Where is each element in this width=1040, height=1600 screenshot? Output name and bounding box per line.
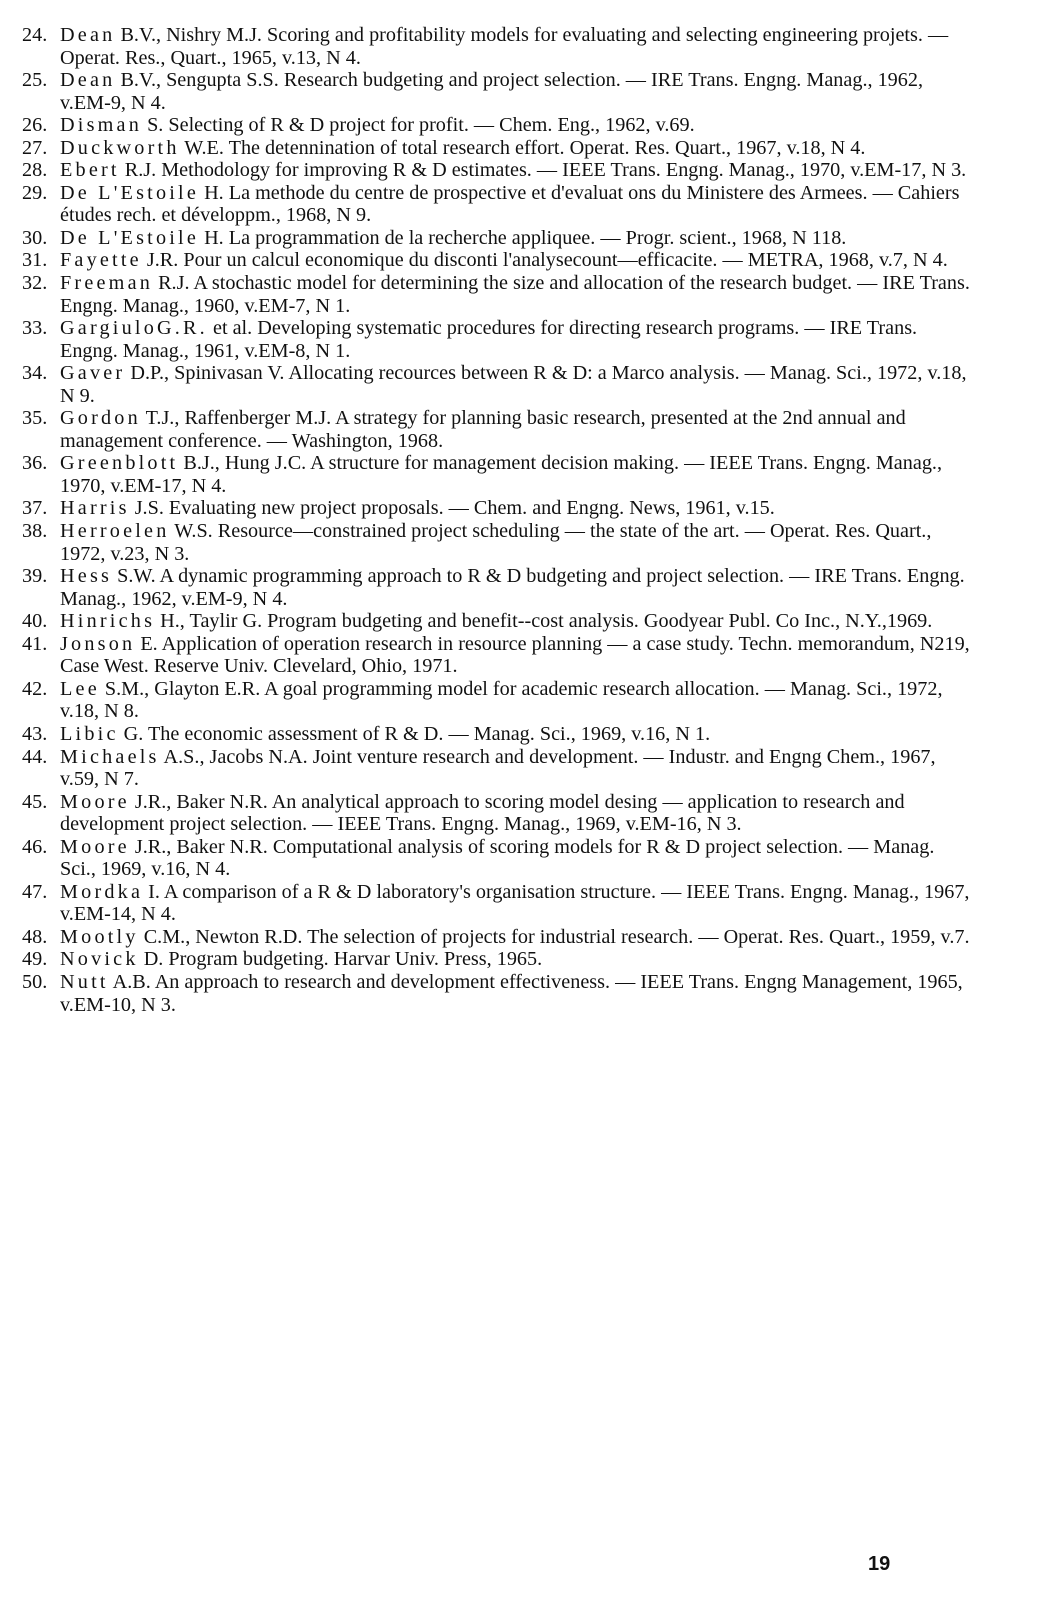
reference-details: T.J., Raffenberger M.J. A strategy for planning basic research, presented at the 2nd annual and management conference. — Washington, 1968. [60,407,906,452]
reference-author: Novick [60,948,139,971]
reference-details: A.S., Jacobs N.A. Joint venture research and development. — Industr. and Engng Chem., 1967, v.59, N 7. [60,745,936,791]
reference-entry [22,746,972,791]
reference-author: Duckworth [60,136,180,159]
reference-text [60,317,972,362]
reference-number: 27. [22,136,48,159]
reference-text [60,497,972,520]
reference-details: E. Application of operation research in resource planning — a case study. Techn. memorandum, N219, Case West. Reserve Univ. Clevelard, Ohio, 1971. [60,632,970,678]
reference-number: 36. [22,452,48,475]
reference-number: 28. [22,159,48,182]
reference-author: Fayette [60,249,142,272]
reference-author: Gordon [60,407,141,430]
reference-author: Lee [60,677,100,700]
reference-number: 49. [22,948,48,971]
reference-number: 34. [22,362,48,385]
reference-entry [22,791,972,836]
reference-text [60,227,972,250]
reference-text [60,948,972,971]
reference-entry [22,926,972,949]
reference-details: B.V., Sengupta S.S. Research budgeting and project selection. — IRE Trans. Engng. Manag., 1962, v.EM-9, N 4. [60,69,924,114]
reference-number: 30. [22,226,48,249]
reference-number: 47. [22,880,48,903]
reference-author: Michaels [60,745,160,768]
reference-number: 46. [22,835,48,858]
reference-author: GargiuloG.R. [60,317,208,340]
reference-entry [22,723,972,746]
reference-details: J.R., Baker N.R. An analytical approach to scoring model desing — application to research and development project selection. — IEEE Trans. Engng. Manag., 1969, v.EM-16, N 3. [60,790,905,836]
reference-text [60,272,972,317]
reference-details: D.P., Spinivasan V. Allocating recources between R & D: a Marco analysis. — Manag. Sci., 1972, v.18, N 9. [60,362,967,407]
reference-number: 50. [22,970,48,993]
reference-text [60,114,972,137]
reference-number: 42. [22,677,48,700]
reference-number: 24. [22,24,48,46]
reference-number: 29. [22,181,48,204]
reference-author: Mootly [60,925,139,948]
reference-entry [22,272,972,317]
reference-author: Greenblott [60,452,179,475]
reference-details: S.M., Glayton E.R. A goal programming model for academic research allocation. — Manag. Sci., 1972, v.18, N 8. [60,677,943,723]
reference-text [60,182,972,227]
reference-details: J.R. Pour un calcul economique du disconti l'analysecount—efficacite. — METRA, 1968, v.7, N 4. [141,249,948,272]
reference-author: Dean [60,24,116,46]
reference-entry [22,249,972,272]
reference-author: Gaver [60,362,126,385]
reference-text [60,723,972,746]
reference-number: 33. [22,317,48,340]
reference-entry [22,182,972,227]
reference-details: R.J. A stochastic model for determining the size and allocation of the research budget. — IRE Trans. Engng. Manag., 1960, v.EM-7, N 1. [60,272,970,317]
reference-entry [22,497,972,520]
reference-entry [22,948,972,971]
reference-author: Nutt [60,970,109,993]
reference-details: A.B. An approach to research and development effectiveness. — IEEE Trans. Engng Management, 1965, v.EM-10, N 3. [60,970,963,1016]
reference-text [60,926,972,949]
reference-text [60,610,972,633]
reference-entry [22,159,972,182]
reference-text [60,407,972,452]
reference-entry [22,881,972,926]
reference-author: Disman [60,114,143,137]
reference-number: 37. [22,497,48,520]
reference-number: 35. [22,407,48,430]
reference-author: Hess [60,565,113,588]
reference-number: 43. [22,722,48,745]
reference-details: C.M., Newton R.D. The selection of projects for industrial research. — Operat. Res. Quart., 1959, v.7. [138,925,970,948]
reference-details: H. La methode du centre de prospective et d'evaluat ons du Ministere des Armees. — Cahiers études rech. et développm., 1968, N 9. [60,181,960,227]
reference-details: J.R., Baker N.R. Computational analysis of scoring models for R & D project selection. — Manag. Sci., 1969, v.16, N 4. [60,835,935,881]
reference-text [60,633,972,678]
reference-details: I. A comparison of a R & D laboratory's organisation structure. — IEEE Trans. Engng. Manag., 1967, v.EM-14, N 4. [60,880,970,926]
reference-author: Mordka [60,880,144,903]
reference-details: H., Taylir G. Program budgeting and benefit--cost analysis. Goodyear Publ. Co Inc., N.Y.,1969. [155,610,933,633]
reference-entry [22,678,972,723]
reference-author: Ebert [60,159,120,182]
reference-author: Herroelen [60,520,170,543]
reference-details: W.E. The detennination of total research effort. Operat. Res. Quart., 1967, v.18, N 4. [179,136,866,159]
reference-number: 25. [22,69,48,92]
reference-entry [22,227,972,250]
reference-details: B.J., Hung J.C. A structure for management decision making. — IEEE Trans. Engng. Manag., 1970, v.EM-17, N 4. [60,452,943,497]
reference-text [60,137,972,160]
reference-author: De L'Estoile [60,226,200,249]
reference-author: Jonson [60,632,136,655]
reference-number: 26. [22,114,48,137]
reference-details: R.J. Methodology for improving R & D estimates. — IEEE Trans. Engng. Manag., 1970, v.EM-17, N 3. [119,159,967,182]
reference-entry [22,114,972,137]
reference-author: Dean [60,69,116,92]
reference-number: 32. [22,272,48,295]
reference-number: 48. [22,925,48,948]
reference-entry [22,317,972,362]
reference-number: 44. [22,745,48,768]
reference-number: 38. [22,520,48,543]
reference-details: S.W. A dynamic programming approach to R & D budgeting and project selection. — IRE Trans. Engng. Manag., 1962, v.EM-9, N 4. [60,565,965,610]
reference-number: 45. [22,790,48,813]
reference-text [60,971,972,1016]
reference-author: De L'Estoile [60,181,200,204]
reference-entry [22,520,972,565]
reference-entry [22,633,972,678]
reference-details: H. La programmation de la recherche appliquee. — Progr. scient., 1968, N 118. [199,226,847,249]
reference-number: 39. [22,565,48,588]
reference-details: et al. Developing systematic procedures for directing research programs. — IRE Trans. Engng. Manag., 1961, v.EM-8, N 1. [60,317,918,362]
reference-author: Hinrichs [60,610,156,633]
reference-text [60,520,972,565]
reference-text [60,836,972,881]
reference-entry [22,407,972,452]
reference-text [60,362,972,407]
reference-details: J.S. Evaluating new project proposals. — Chem. and Engng. News, 1961, v.15. [129,497,775,520]
reference-text [60,678,972,723]
reference-number: 31. [22,249,48,272]
reference-text [60,69,972,114]
reference-number: 40. [22,610,48,633]
reference-text [60,565,972,610]
reference-text [60,881,972,926]
reference-details: D. Program budgeting. Harvar Univ. Press, 1965. [138,948,543,971]
reference-text [60,746,972,791]
reference-details: W.S. Resource—constrained project scheduling — the state of the art. — Operat. Res. Quart., 1972, v.23, N 3. [60,520,932,565]
reference-text [60,24,972,69]
reference-entry [22,971,972,1016]
reference-author: Moore [60,790,130,813]
reference-entry [22,137,972,160]
reference-list [22,24,972,1016]
reference-author: Harris [60,497,130,520]
reference-author: Moore [60,835,130,858]
reference-number: 41. [22,632,48,655]
reference-author: Freeman [60,272,154,295]
reference-text [60,249,972,272]
reference-details: S. Selecting of R & D project for profit. — Chem. Eng., 1962, v.69. [142,114,695,137]
reference-entry [22,362,972,407]
reference-entry [22,836,972,881]
reference-entry [22,24,972,69]
reference-details: G. The economic assessment of R & D. — Manag. Sci., 1969, v.16, N 1. [118,722,711,745]
reference-text [60,159,972,182]
page-number: 19 [868,1553,891,1575]
reference-text [60,452,972,497]
reference-entry [22,565,972,610]
reference-entry [22,610,972,633]
reference-entry [22,69,972,114]
reference-entry [22,452,972,497]
reference-text [60,791,972,836]
reference-author: Libic [60,722,119,745]
reference-details: B.V., Nishry M.J. Scoring and profitability models for evaluating and selecting engineering projets. — Operat. Res., Quart., 1965, v.13, N 4. [60,24,949,69]
